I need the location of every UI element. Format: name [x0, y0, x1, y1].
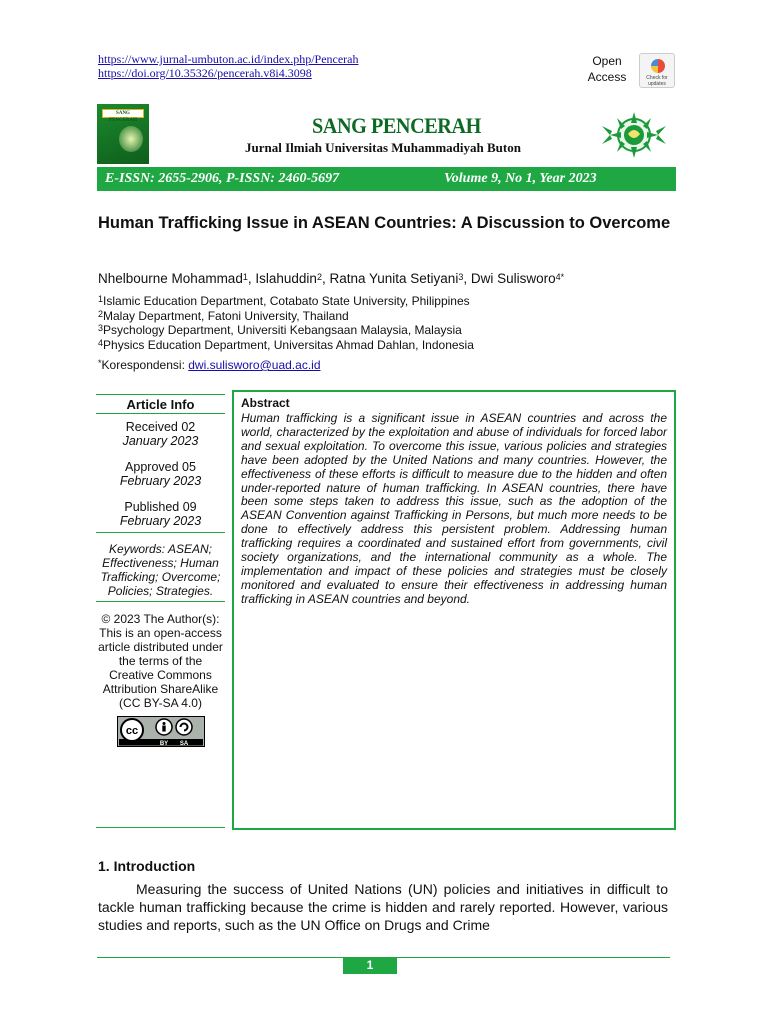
corr-label: Korespondensi: [101, 358, 189, 372]
approved-value: February 2023 [119, 474, 202, 488]
affil-num: 2 [98, 308, 104, 319]
author-name: Nhelbourne Mohammad [98, 271, 243, 286]
volume-text: Volume 9, No 1, Year 2023 [444, 171, 597, 186]
abstract-box [232, 390, 676, 830]
author-list [98, 270, 564, 288]
author-affil-sup: 1 [242, 272, 248, 282]
affil-text: Physics Education Department, Universitas Ahmad Dahlan, Indonesia [103, 337, 474, 352]
issn-volume-bar [97, 167, 676, 191]
author-separator: , [321, 271, 330, 286]
open-access-label [585, 53, 629, 85]
cc-by-sa-badge-icon[interactable] [117, 716, 205, 747]
affiliations [98, 294, 474, 352]
published-label: Published 09 [124, 500, 197, 514]
journal-cover-thumbnail [97, 104, 149, 164]
introduction-heading: 1. Introduction [98, 858, 196, 874]
journal-subtitle: Jurnal Ilmiah Universitas Muhammadiyah Buton [245, 140, 521, 155]
crossmark-icon [651, 59, 665, 73]
author-separator: , [247, 271, 256, 286]
corr-mark: * [98, 358, 102, 368]
abstract-heading: Abstract [241, 396, 290, 410]
issn-text: E-ISSN: 2655-2906, P-ISSN: 2460-5697 [105, 171, 340, 186]
author-name: Islahuddin [255, 271, 317, 286]
corr-email-link[interactable]: dwi.sulisworo@uad.ac.id [188, 358, 321, 372]
received-value: January 2023 [122, 434, 199, 448]
license-text: © 2023 The Author(s): This is an open-access article distributed under the terms of the Creative Commons Attribution ShareAlike (CC BY-SA 4.0) [98, 612, 223, 710]
affil-text: Psychology Department, Universiti Kebangsaan Malaysia, Malaysia [103, 323, 462, 337]
author-affil-sup: 3 [458, 272, 464, 282]
cover-title: SANG PENCERAH [102, 109, 144, 118]
cc-sa-text: SA [179, 741, 188, 747]
author-affil-sup: 2 [316, 272, 322, 282]
affiliation-item [98, 338, 474, 353]
affiliation-item [98, 309, 474, 324]
open-access-line2: Access [587, 70, 627, 84]
article-title: Human Trafficking Issue in ASEAN Countries: A Discussion to Overcome [98, 214, 671, 232]
abstract-text: Human trafficking is a significant issue in ASEAN countries and across the world, characterized by the exploitation and abuse of individuals for forced labor and sexual exploitation. To overcome this issue, various policies and strategies have been adopted by the United Nations and many countries. However, the effectiveness of these efforts is difficult to measure due to the hidden and often under-reported nature of human trafficking. In ASEAN countries, there have been some steps taken to address this issue, such as the adoption of the ASEAN Convention against Trafficking in Persons, but much more needs to be done to effectively address this persistent problem. Addressing human trafficking requires a coordinated and sustained effort from governments, civil society organizations, and the international community as a whole. The implementation and impact of these policies and strategies must be closely monitored and evaluated to ensure their effectiveness in addressing human trafficking in ASEAN countries and beyond. [241, 411, 667, 606]
muhammadiyah-emblem-icon [598, 104, 670, 166]
journal-url-link[interactable]: https://www.jurnal-umbuton.ac.id/index.php/Pencerah [98, 52, 359, 66]
svg-text:cc: cc [125, 725, 138, 737]
introduction-text: Measuring the success of United Nations (UN) policies and initiatives in difficult to tackle human trafficking because the crime is hidden and rarely reported. However, various studies and reports, such as the UN Office on Drugs and Crime [98, 881, 668, 933]
received-date [96, 420, 225, 448]
affiliation-item [98, 323, 474, 338]
check-updates-text: Check for updates [646, 75, 668, 87]
affil-text: Islamic Education Department, Cotabato State University, Philippines [103, 294, 470, 308]
article-info-heading: Article Info [96, 394, 225, 414]
published-date [96, 500, 225, 528]
affil-num: 1 [98, 294, 104, 304]
affiliation-item [98, 294, 474, 309]
cc-by-text: BY [159, 741, 168, 747]
approved-label: Approved 05 [125, 460, 196, 474]
author-name: Dwi Sulisworo [470, 271, 556, 286]
keywords: Keywords: ASEAN; Effectiveness; Human Trafficking; Overcome; Policies; Strategies. [96, 532, 225, 598]
affil-num: 4 [98, 337, 104, 348]
author-affil-sup: 4* [555, 272, 565, 282]
affil-text: Malay Department, Fatoni University, Thailand [103, 308, 349, 323]
received-label: Received 02 [125, 420, 196, 434]
license-notice [96, 601, 225, 747]
open-access-line1: Open [592, 54, 622, 68]
header-links [98, 52, 359, 80]
page-number: 1 [343, 957, 397, 974]
author-name: Ratna Yunita Setiyani [329, 271, 459, 286]
cover-graphic [119, 126, 143, 152]
info-divider [96, 827, 225, 828]
article-info-panel [96, 394, 225, 747]
doi-link[interactable]: https://doi.org/10.35326/pencerah.v8i4.3098 [98, 66, 312, 80]
journal-name: SANG PENCERAH [312, 113, 481, 138]
approved-date [96, 460, 225, 488]
published-value: February 2023 [119, 514, 202, 528]
correspondence [98, 358, 321, 373]
check-for-updates-badge[interactable] [639, 53, 675, 88]
affil-num: 3 [98, 323, 104, 333]
author-separator: , [463, 271, 471, 286]
